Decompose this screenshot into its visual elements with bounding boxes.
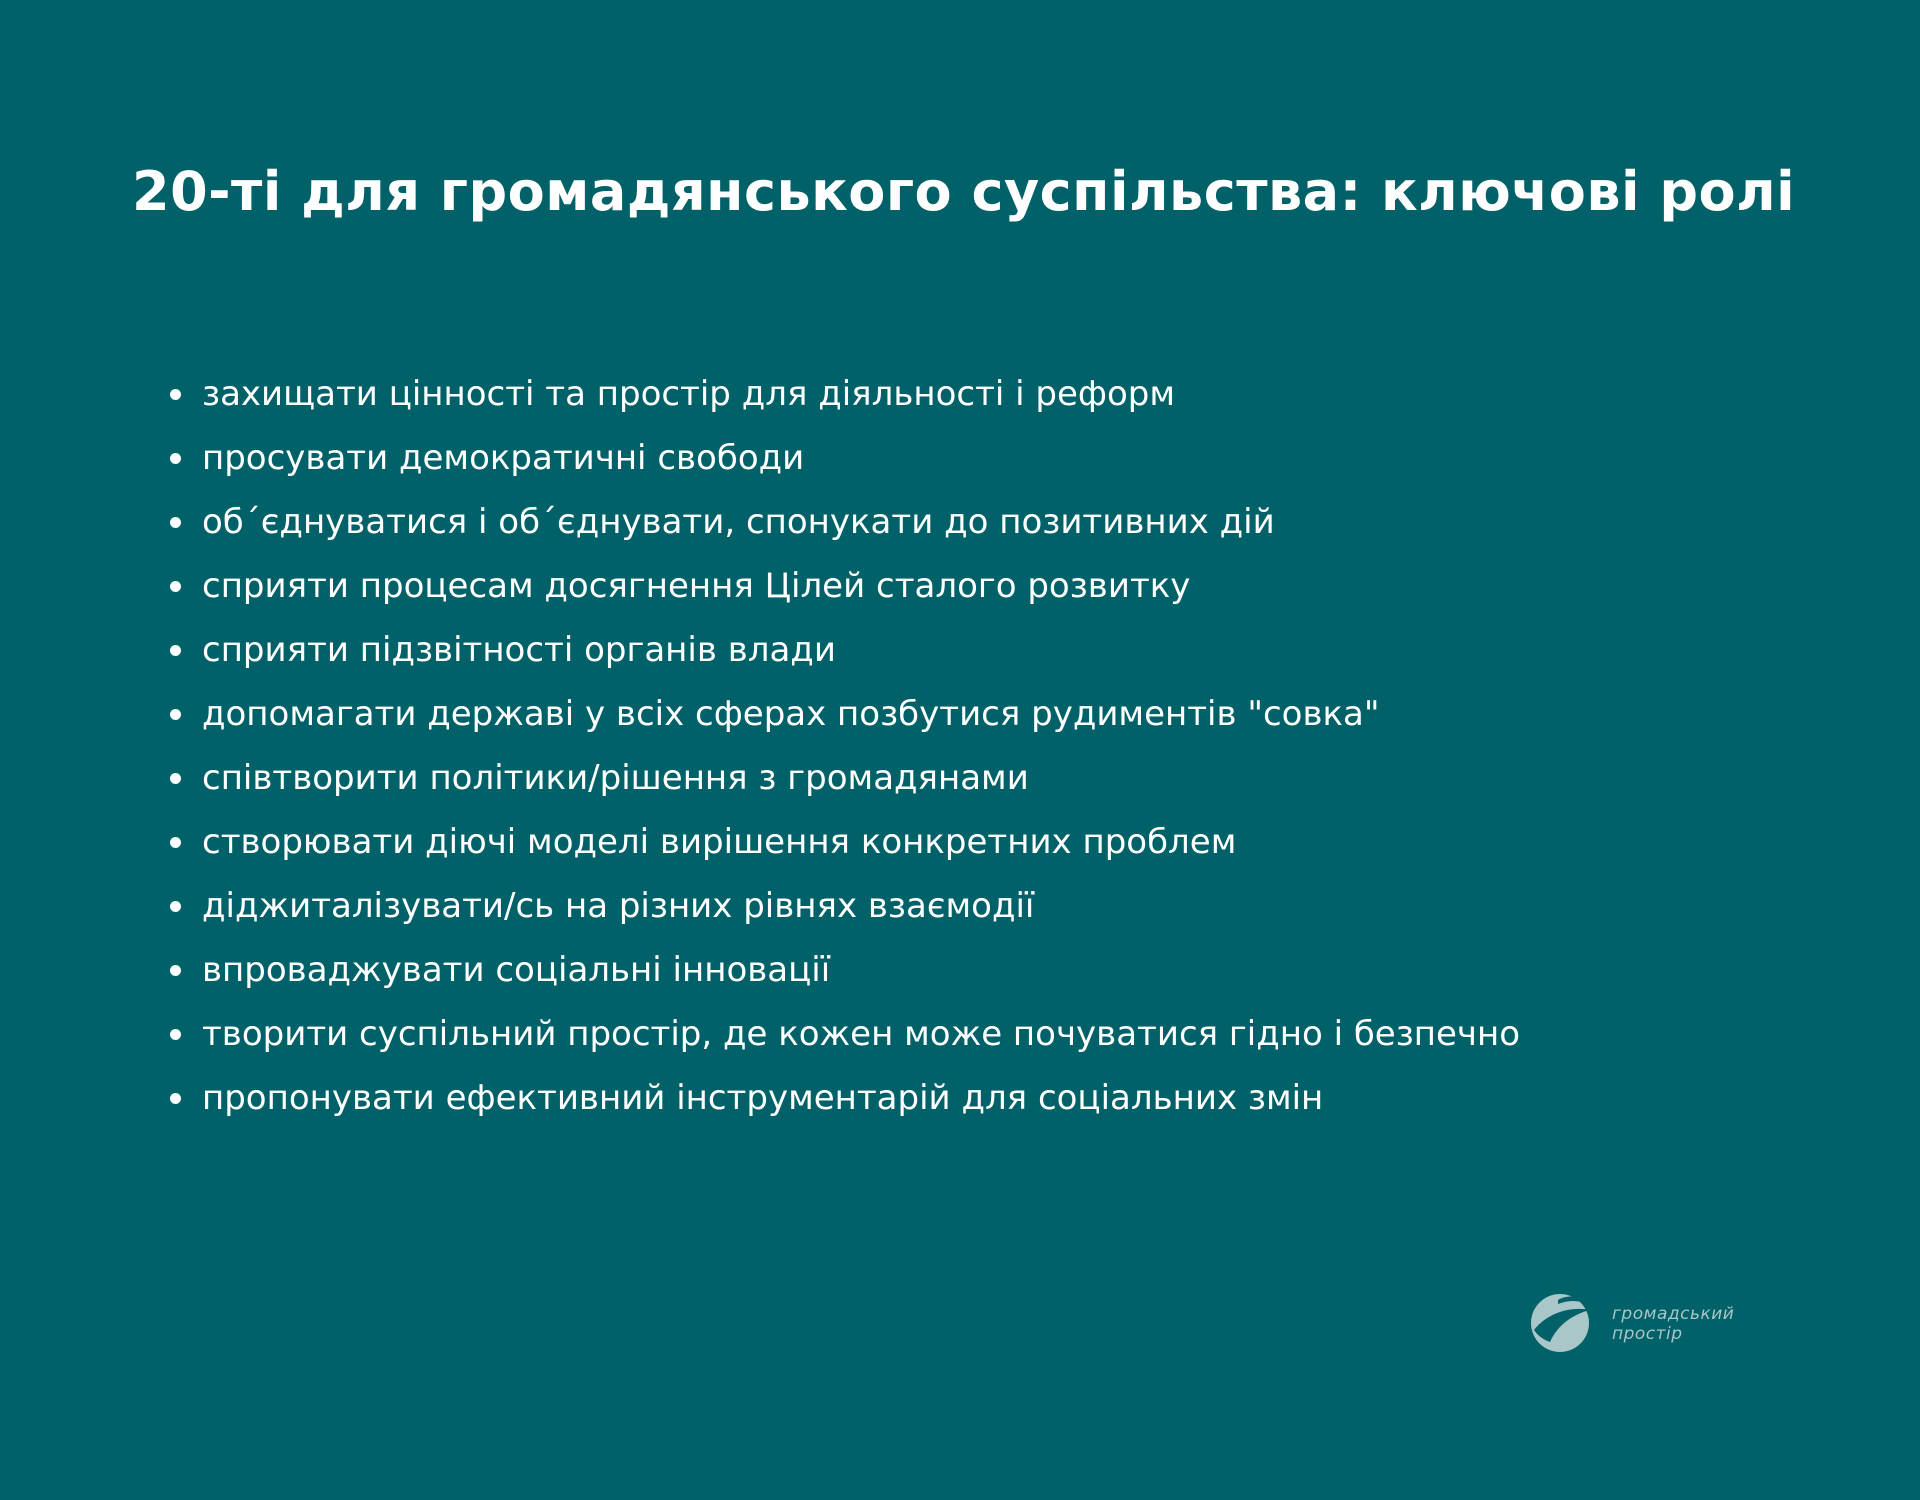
list-item <box>166 938 1520 1002</box>
list-item <box>166 362 1520 426</box>
list-item <box>166 874 1520 938</box>
list-item <box>166 426 1520 490</box>
globe-swoosh-icon <box>1528 1290 1592 1354</box>
logo-text <box>1612 1304 1734 1344</box>
list-item-text: створювати діючі моделі вирішення конкретних проблем <box>202 822 1237 862</box>
list-item-text: об´єднуватися і об´єднувати, спонукати до позитивних дій <box>202 502 1275 542</box>
bullet-icon <box>170 1093 181 1104</box>
list-item <box>166 810 1520 874</box>
roles-list <box>166 362 1520 1130</box>
list-item-text: пропонувати ефективний інструментарій для соціальних змін <box>202 1078 1324 1118</box>
bullet-icon <box>170 389 181 400</box>
list-item-text: сприяти процесам досягнення Цілей сталого розвитку <box>202 566 1191 606</box>
bullet-icon <box>170 773 181 784</box>
list-item <box>166 554 1520 618</box>
bullet-icon <box>170 517 181 528</box>
bullet-icon <box>170 965 181 976</box>
list-item-text: допомагати державі у всіх сферах позбутися рудиментів "совка" <box>202 694 1380 734</box>
list-item <box>166 746 1520 810</box>
page-title: 20-ті для громадянського суспільства: ключові ролі <box>132 160 1796 223</box>
list-item-text: співтворити політики/рішення з громадянами <box>202 758 1029 798</box>
logo-text-line2: простір <box>1612 1324 1683 1344</box>
bullet-icon <box>170 645 181 656</box>
list-item-text: діджиталізувати/сь на різних рівнях взаємодії <box>202 886 1035 926</box>
list-item <box>166 682 1520 746</box>
list-item-text: сприяти підзвітності органів влади <box>202 630 836 670</box>
list-item <box>166 618 1520 682</box>
bullet-icon <box>170 453 181 464</box>
list-item <box>166 1002 1520 1066</box>
logo <box>1528 1290 1778 1354</box>
bullet-icon <box>170 709 181 720</box>
bullet-icon <box>170 837 181 848</box>
bullet-icon <box>170 901 181 912</box>
list-item-text: творити суспільний простір, де кожен може почуватися гідно і безпечно <box>202 1014 1521 1054</box>
list-item-text: просувати демократичні свободи <box>202 438 805 478</box>
bullet-icon <box>170 1029 181 1040</box>
list-item-text: захищати цінності та простір для діяльності і реформ <box>202 374 1176 414</box>
list-item <box>166 490 1520 554</box>
logo-text-line1: громадський <box>1612 1304 1735 1324</box>
list-item-text: впроваджувати соціальні інновації <box>202 950 831 990</box>
bullet-icon <box>170 581 181 592</box>
list-item <box>166 1066 1520 1130</box>
